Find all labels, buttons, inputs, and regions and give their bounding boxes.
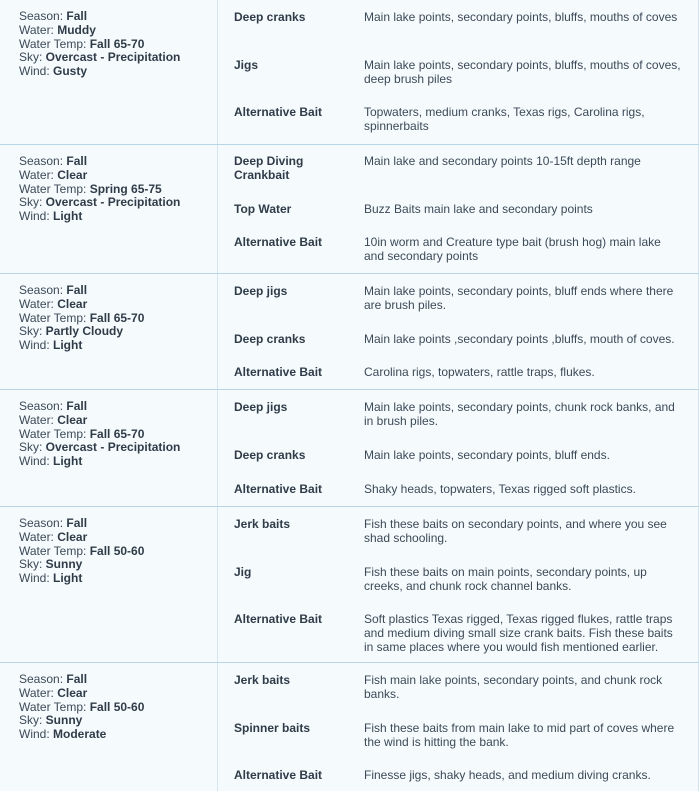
- sky-line: Sky: Partly Cloudy: [19, 324, 124, 339]
- bait-description: Fish main lake points, secondary points, and chunk rock banks.: [364, 673, 663, 701]
- bait-name: Deep Diving Crankbait: [234, 154, 304, 182]
- season-value: Fall: [66, 154, 88, 168]
- season-value: Fall: [66, 9, 88, 23]
- bait-name: Alternative Bait: [234, 612, 323, 626]
- wind-value: Light: [53, 209, 83, 224]
- bait-description: Buzz Baits main lake and secondary points: [364, 202, 593, 216]
- conditions-block: [0, 390, 699, 507]
- conditions-block: [0, 274, 699, 390]
- wind-value: Light: [53, 338, 83, 353]
- bait-name: Deep cranks: [234, 448, 306, 462]
- wind-line: Wind: Light: [19, 454, 83, 469]
- season-line: Season: Fall: [19, 399, 88, 413]
- water-temp-value: Fall 50-60: [89, 543, 145, 558]
- bait-description: Shaky heads, topwaters, Texas rigged soft plastics.: [364, 482, 636, 496]
- conditions-cell: [0, 663, 218, 791]
- season-value: Fall: [66, 672, 88, 686]
- bait-name: Alternative Bait: [234, 482, 323, 496]
- conditions-list: [19, 155, 180, 224]
- wind-line: Wind: Light: [19, 338, 83, 353]
- bait-description: 10in worm and Creature type bait (brush hog) main lake and secondary points: [364, 235, 661, 263]
- water-line: Water: Muddy: [19, 22, 96, 37]
- bait-description: Finesse jigs, shaky heads, and medium diving cranks.: [364, 768, 651, 782]
- wind-value: Light: [53, 454, 83, 469]
- conditions-block: [0, 145, 699, 274]
- conditions-list: [19, 284, 144, 353]
- sky-line: Sky: Overcast - Precipitation: [19, 195, 181, 210]
- wind-line: Wind: Light: [19, 571, 83, 586]
- water-temp-value: Fall 50-60: [89, 699, 145, 714]
- sky-value: Overcast - Precipitation: [45, 440, 181, 455]
- bait-description: Main lake points, secondary points, bluff ends where there are brush piles.: [364, 284, 674, 312]
- bait-name: Alternative Bait: [234, 235, 323, 249]
- conditions-cell: [0, 507, 218, 662]
- water-temp-line: Water Temp: Fall 65-70: [19, 426, 145, 441]
- water-temp-line: Water Temp: Fall 65-70: [19, 36, 145, 51]
- bait-description: Soft plastics Texas rigged, Texas rigged flukes, rattle traps and medium diving small size crank baits. Fish these baits in same places where you would fish mentioned earlier.: [364, 612, 673, 654]
- water-temp-value: Fall 65-70: [89, 36, 145, 51]
- water-temp-value: Fall 65-70: [89, 310, 145, 325]
- conditions-list: [19, 673, 144, 742]
- conditions-cell: [0, 390, 218, 506]
- conditions-cell: [0, 274, 218, 389]
- water-line: Water: Clear: [19, 529, 88, 544]
- sky-value: Overcast - Precipitation: [45, 50, 181, 65]
- season-line: Season: Fall: [19, 672, 88, 686]
- sky-line: Sky: Sunny: [19, 557, 83, 572]
- season-value: Fall: [66, 283, 88, 297]
- bait-name: Deep cranks: [234, 332, 306, 346]
- season-line: Season: Fall: [19, 283, 88, 297]
- water-line: Water: Clear: [19, 167, 88, 182]
- water-temp-value: Spring 65-75: [89, 181, 162, 196]
- bait-name: Jerk baits: [234, 673, 291, 687]
- sky-line: Sky: Overcast - Precipitation: [19, 440, 181, 455]
- conditions-list: [19, 517, 144, 586]
- bait-description: Topwaters, medium cranks, Texas rigs, Carolina rigs, spinnerbaits: [364, 105, 645, 133]
- bait-name: Jerk baits: [234, 517, 291, 531]
- bait-name: Deep cranks: [234, 10, 306, 24]
- bait-name: Alternative Bait: [234, 768, 323, 782]
- bait-name: Alternative Bait: [234, 365, 323, 379]
- sky-line: Sky: Sunny: [19, 713, 83, 728]
- season-line: Season: Fall: [19, 154, 88, 168]
- water-value: Clear: [57, 167, 88, 182]
- water-value: Clear: [57, 685, 88, 700]
- bait-description: Main lake points, secondary points, bluffs, mouths of coves: [364, 10, 678, 24]
- water-line: Water: Clear: [19, 412, 88, 427]
- bait-name: Alternative Bait: [234, 105, 323, 119]
- water-temp-line: Water Temp: Fall 50-60: [19, 699, 145, 714]
- water-value: Muddy: [57, 22, 96, 37]
- wind-value: Light: [53, 571, 83, 586]
- bait-description: Fish these baits from main lake to mid part of coves where the wind is hitting the bank.: [364, 721, 675, 749]
- bait-name: Top Water: [234, 202, 292, 216]
- conditions-block: [0, 0, 699, 145]
- sky-value: Sunny: [45, 557, 83, 572]
- bait-name: Spinner baits: [234, 721, 311, 735]
- sky-value: Partly Cloudy: [45, 324, 124, 339]
- conditions-cell: [0, 0, 218, 144]
- bait-description: Carolina rigs, topwaters, rattle traps, flukes.: [364, 365, 595, 379]
- wind-line: Wind: Gusty: [19, 64, 88, 79]
- sky-line: Sky: Overcast - Precipitation: [19, 50, 181, 65]
- conditions-block: [0, 663, 699, 791]
- conditions-cell: [0, 145, 218, 273]
- water-value: Clear: [57, 296, 88, 311]
- wind-value: Moderate: [53, 727, 107, 742]
- season-line: Season: Fall: [19, 516, 88, 530]
- wind-value: Gusty: [53, 64, 88, 79]
- bait-description: Main lake points, secondary points, bluffs, mouths of coves, deep brush piles: [364, 58, 681, 86]
- wind-line: Wind: Light: [19, 209, 83, 224]
- water-line: Water: Clear: [19, 296, 88, 311]
- sky-value: Sunny: [45, 713, 83, 728]
- water-temp-line: Water Temp: Fall 65-70: [19, 310, 145, 325]
- water-line: Water: Clear: [19, 685, 88, 700]
- bait-name: Jigs: [234, 58, 259, 72]
- water-temp-value: Fall 65-70: [89, 426, 145, 441]
- bait-name: Deep jigs: [234, 284, 288, 298]
- season-value: Fall: [66, 516, 88, 530]
- bait-description: Fish these baits on secondary points, and where you see shad schooling.: [364, 517, 667, 545]
- bait-description: Main lake points, secondary points, bluff ends.: [364, 448, 610, 462]
- conditions-list: [19, 10, 180, 79]
- season-value: Fall: [66, 399, 88, 413]
- wind-line: Wind: Moderate: [19, 727, 107, 742]
- bait-description: Fish these baits on main points, secondary points, up creeks, and chunk rock channel banks.: [364, 565, 647, 593]
- bait-description: Main lake and secondary points 10-15ft depth range: [364, 154, 641, 168]
- conditions-block: [0, 507, 699, 663]
- water-temp-line: Water Temp: Fall 50-60: [19, 543, 145, 558]
- sky-value: Overcast - Precipitation: [45, 195, 181, 210]
- bait-name: Jig: [234, 565, 252, 579]
- water-value: Clear: [57, 529, 88, 544]
- season-line: Season: Fall: [19, 9, 88, 23]
- bait-description: Main lake points ,secondary points ,bluffs, mouth of coves.: [364, 332, 675, 346]
- conditions-list: [19, 400, 180, 469]
- bait-description: Main lake points, secondary points, chunk rock banks, and in brush piles.: [364, 400, 675, 428]
- bait-name: Deep jigs: [234, 400, 288, 414]
- water-value: Clear: [57, 412, 88, 427]
- water-temp-line: Water Temp: Spring 65-75: [19, 181, 162, 196]
